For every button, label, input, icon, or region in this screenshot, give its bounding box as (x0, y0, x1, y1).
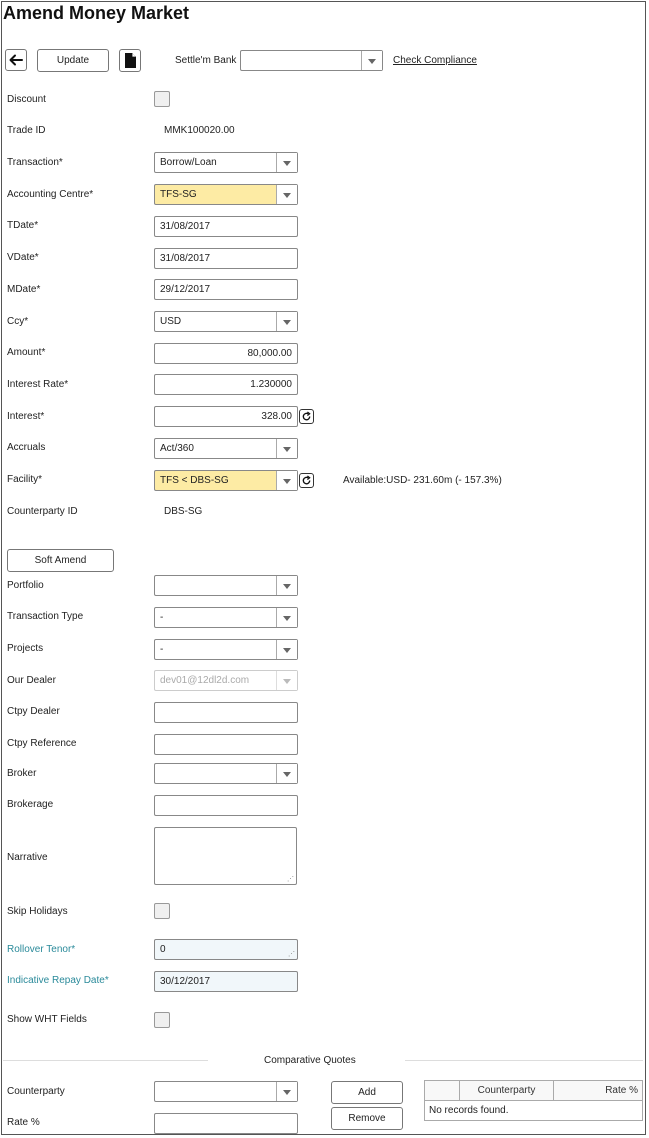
table-header-row (425, 1081, 643, 1101)
rollover-tenor-value: 0 (160, 944, 166, 955)
portfolio-select[interactable] (154, 575, 298, 596)
show-wht-fields-label: Show WHT Fields (7, 1014, 87, 1025)
accruals-select[interactable] (154, 438, 298, 459)
facility-available-text: Available:USD- 231.60m (- 157.3%) (343, 475, 502, 486)
remove-quote-button[interactable]: Remove (331, 1107, 403, 1130)
ccy-select[interactable] (154, 311, 298, 332)
trade-id-value: MMK100020.00 (164, 125, 235, 136)
transaction-label: Transaction* (7, 157, 63, 168)
skip-holidays-checkbox[interactable] (154, 903, 170, 919)
facility-label: Facility* (7, 474, 43, 485)
document-button[interactable] (119, 49, 141, 72)
accounting-centre-value: TFS-SG (160, 189, 197, 200)
amount-input[interactable]: 80,000.00 (154, 343, 298, 364)
empty-message: No records found. (425, 1101, 643, 1121)
table-header-counterparty[interactable]: Counterparty (460, 1081, 554, 1101)
arrow-left-icon (6, 50, 26, 70)
ctpy-reference-label: Ctpy Reference (7, 738, 77, 749)
chevron-down-icon (276, 153, 297, 172)
comparative-quotes-title: Comparative Quotes (264, 1055, 356, 1066)
accruals-label: Accruals (7, 442, 46, 453)
check-compliance-link[interactable]: Check Compliance (393, 55, 477, 66)
resize-grip-icon[interactable]: ⋰ (288, 951, 295, 958)
refresh-icon (301, 475, 312, 486)
counterparty-id-value: DBS-SG (164, 506, 203, 517)
chevron-down-icon (276, 312, 297, 331)
settle-bank-select[interactable] (240, 50, 383, 71)
mdate-input[interactable]: 29/12/2017 (154, 279, 298, 300)
trade-id-label: Trade ID (7, 125, 46, 136)
transaction-value: Borrow/Loan (160, 157, 217, 168)
show-wht-fields-checkbox[interactable] (154, 1012, 170, 1028)
counterparty-id-label: Counterparty ID (7, 506, 78, 517)
chevron-down-icon (361, 51, 382, 70)
update-button[interactable]: Update (37, 49, 109, 72)
table-header-rate[interactable]: Rate % (554, 1081, 643, 1101)
interest-label: Interest* (7, 411, 45, 422)
amount-label: Amount* (7, 347, 46, 358)
ctpy-reference-input[interactable] (154, 734, 298, 755)
ctpy-dealer-label: Ctpy Dealer (7, 706, 60, 717)
our-dealer-label: Our Dealer (7, 675, 56, 686)
page-title: Amend Money Market (3, 3, 190, 23)
chevron-down-icon (276, 576, 297, 595)
facility-select[interactable] (154, 470, 298, 491)
vdate-label: VDate* (7, 252, 39, 263)
broker-select[interactable] (154, 763, 298, 784)
brokerage-input[interactable] (154, 795, 298, 816)
quote-rate-label: Rate % (7, 1117, 40, 1128)
indicative-repay-date-label: Indicative Repay Date* (7, 975, 109, 986)
chevron-down-icon (276, 671, 297, 690)
ccy-value: USD (160, 316, 182, 327)
transaction-type-value: - (160, 612, 164, 623)
interest-input[interactable]: 328.00 (154, 406, 298, 427)
narrative-textarea[interactable] (154, 827, 297, 885)
accounting-centre-label: Accounting Centre* (7, 189, 94, 200)
chevron-down-icon (276, 185, 297, 204)
table-header-select[interactable] (425, 1081, 460, 1101)
chevron-down-icon (276, 608, 297, 627)
settle-bank-label: Settle'm Bank (175, 55, 237, 66)
soft-amend-button[interactable]: Soft Amend (7, 549, 114, 572)
chevron-down-icon (276, 640, 297, 659)
our-dealer-value: dev01@12dl2d.com (160, 675, 250, 686)
interest-refresh-button[interactable] (299, 409, 314, 424)
transaction-select[interactable] (154, 152, 298, 173)
narrative-label: Narrative (7, 852, 48, 863)
tdate-input[interactable]: 31/08/2017 (154, 216, 298, 237)
ctpy-dealer-input[interactable] (154, 702, 298, 723)
accounting-centre-select[interactable] (154, 184, 298, 205)
vdate-input[interactable]: 31/08/2017 (154, 248, 298, 269)
section-divider-right (405, 1060, 643, 1061)
rollover-tenor-input[interactable] (154, 939, 298, 960)
quotes-table (424, 1080, 643, 1121)
skip-holidays-label: Skip Holidays (7, 906, 68, 917)
interest-rate-label: Interest Rate* (7, 379, 69, 390)
projects-label: Projects (7, 643, 44, 654)
back-button[interactable] (5, 49, 27, 71)
quote-rate-input[interactable] (154, 1113, 298, 1134)
accruals-value: Act/360 (160, 443, 194, 454)
facility-refresh-button[interactable] (299, 473, 314, 488)
transaction-type-select[interactable] (154, 607, 298, 628)
projects-value: - (160, 644, 164, 655)
quote-counterparty-select[interactable] (154, 1081, 298, 1102)
chevron-down-icon (276, 439, 297, 458)
table-row (425, 1101, 643, 1121)
chevron-down-icon (276, 471, 297, 490)
add-quote-button[interactable]: Add (331, 1081, 403, 1104)
interest-rate-input[interactable]: 1.230000 (154, 374, 298, 395)
projects-select[interactable] (154, 639, 298, 660)
brokerage-label: Brokerage (7, 799, 54, 810)
ccy-label: Ccy* (7, 316, 29, 327)
mdate-label: MDate* (7, 284, 41, 295)
document-icon (120, 50, 140, 71)
chevron-down-icon (276, 764, 297, 783)
indicative-repay-date-input[interactable]: 30/12/2017 (154, 971, 298, 992)
chevron-down-icon (276, 1082, 297, 1101)
tdate-label: TDate* (7, 220, 39, 231)
resize-grip-icon[interactable]: ⋰ (287, 876, 294, 883)
broker-label: Broker (7, 768, 37, 779)
discount-label: Discount (7, 94, 46, 105)
section-divider-left (3, 1060, 208, 1061)
rollover-tenor-label: Rollover Tenor* (7, 944, 76, 955)
discount-checkbox[interactable] (154, 91, 170, 107)
our-dealer-select (154, 670, 298, 691)
portfolio-label: Portfolio (7, 580, 44, 591)
quote-counterparty-label: Counterparty (7, 1086, 65, 1097)
transaction-type-label: Transaction Type (7, 611, 84, 622)
facility-value: TFS < DBS-SG (160, 475, 229, 486)
refresh-icon (301, 411, 312, 422)
